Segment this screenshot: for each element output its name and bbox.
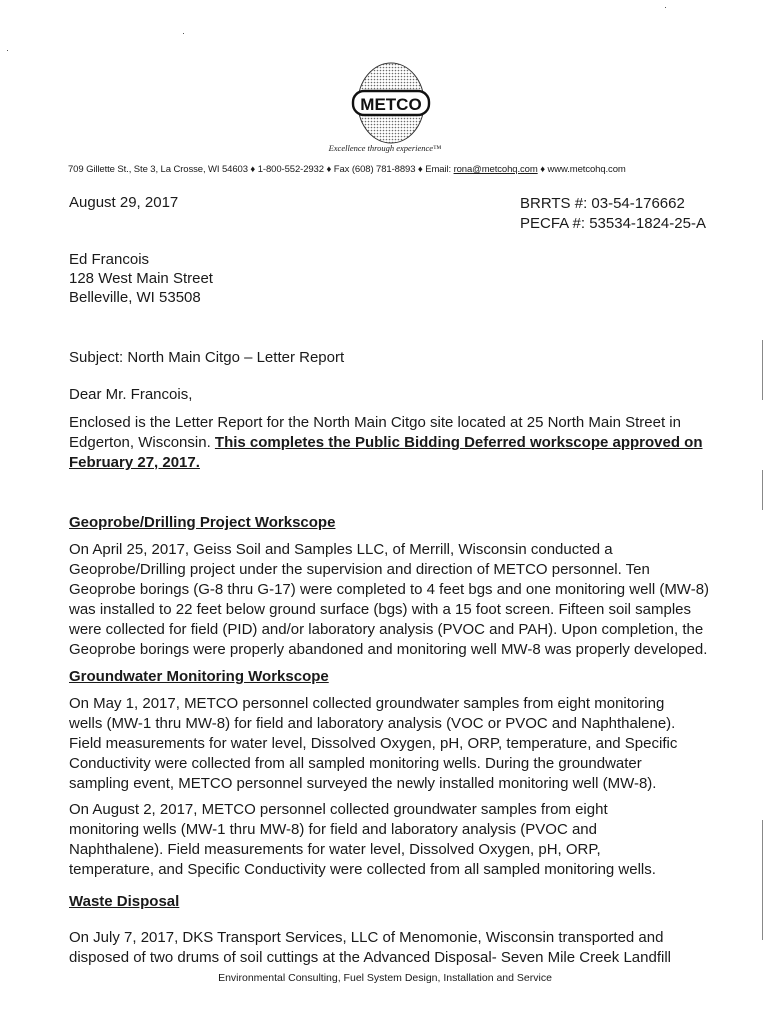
scan-edge-mark: [762, 820, 763, 940]
letterhead-address: [68, 164, 718, 175]
reference-numbers: [520, 194, 706, 234]
paragraph-line: Geoprobe borings were properly abandoned and monitoring well MW-8 was properly developed.: [69, 641, 708, 658]
letter-date: August 29, 2017: [69, 194, 179, 211]
page-footer: Environmental Consulting, Fuel System Design, Installation and Service: [218, 972, 552, 984]
scan-edge-mark: [762, 340, 763, 400]
intro-emphasis: This completes the Public Bidding Deferred workscope approved on: [214, 434, 703, 451]
recipient-address: [69, 250, 213, 307]
paragraph-line: On May 1, 2017, METCO personnel collected groundwater samples from eight monitoring: [69, 695, 665, 712]
salutation: Dear Mr. Francois,: [69, 386, 193, 403]
paragraph-line: Geoprobe borings (G-8 thru G-17) were completed to 4 feet bgs and one monitoring well (MW-8): [69, 581, 710, 598]
intro-emphasis-date: February 27, 2017.: [69, 454, 200, 471]
groundwater-paragraph-2: [69, 800, 719, 880]
paragraph-line: On July 7, 2017, DKS Transport Services, LLC of Menomonie, Wisconsin transported and: [69, 929, 664, 946]
paragraph-line: Field measurements for water level, Dissolved Oxygen, pH, ORP, temperature, and Specific: [69, 735, 678, 752]
pecfa-number: PECFA #: 53534-1824-25-A: [520, 215, 706, 232]
intro-line: Enclosed is the Letter Report for the North Main Citgo site located at 25 North Main Street in: [69, 414, 681, 431]
geoprobe-heading: Geoprobe/Drilling Project Workscope: [69, 514, 336, 531]
address-suffix: ♦ www.metcohq.com: [537, 164, 626, 175]
paragraph-line: On April 25, 2017, Geiss Soil and Samples LLC, of Merrill, Wisconsin conducted a: [69, 541, 613, 558]
geoprobe-paragraph: [69, 540, 719, 660]
intro-plain: Edgerton, Wisconsin.: [69, 434, 215, 451]
metco-logo: [343, 60, 439, 146]
logo-text: METCO: [360, 95, 422, 114]
groundwater-heading: Groundwater Monitoring Workscope: [69, 668, 329, 685]
scan-speck: [7, 50, 8, 51]
brrts-number: BRRTS #: 03-54-176662: [520, 195, 685, 212]
recipient-name: Ed Francois: [69, 251, 150, 268]
email-link[interactable]: rona@metcohq.com: [453, 164, 538, 175]
paragraph-line: monitoring wells (MW-1 thru MW-8) for field and laboratory analysis (PVOC and: [69, 821, 597, 838]
paragraph-line: Conductivity were collected from all sampled monitoring wells. During the groundwater: [69, 755, 642, 772]
waste-heading: Waste Disposal: [69, 893, 180, 910]
groundwater-paragraph-1: [69, 694, 719, 794]
paragraph-line: temperature, and Specific Conductivity were collected from all sampled monitoring wells.: [69, 861, 656, 878]
paragraph-line: wells (MW-1 thru MW-8) for field and laboratory analysis (VOC or PVOC and Naphthalene).: [69, 715, 676, 732]
paragraph-line: was installed to 22 feet below ground surface (bgs) with a 15 foot screen. Fifteen soil samples: [69, 601, 691, 618]
waste-paragraph: [69, 928, 719, 968]
paragraph-line: Geoprobe/Drilling project under the supervision and direction of METCO personnel. Ten: [69, 561, 650, 578]
scan-speck: [183, 33, 184, 34]
paragraph-line: Naphthalene). Field measurements for water level, Dissolved Oxygen, pH, ORP,: [69, 841, 601, 858]
subject-line: Subject: North Main Citgo – Letter Report: [69, 349, 345, 366]
paragraph-line: were collected for field (PID) and/or laboratory analysis (PVOC and PAH). Upon completion, the: [69, 621, 704, 638]
paragraph-line: disposed of two drums of soil cuttings at the Advanced Disposal- Seven Mile Creek Landfill: [69, 949, 671, 966]
recipient-city: Belleville, WI 53508: [69, 289, 201, 306]
intro-paragraph: [69, 413, 719, 473]
scan-speck: [665, 7, 666, 8]
intro-line: [69, 433, 719, 453]
recipient-street: 128 West Main Street: [69, 270, 213, 287]
tagline: Excellence through experience™: [328, 143, 442, 153]
scan-edge-mark: [762, 470, 763, 510]
paragraph-line: sampling event, METCO personnel surveyed the newly installed monitoring well (MW-8).: [69, 775, 657, 792]
paragraph-line: On August 2, 2017, METCO personnel collected groundwater samples from eight: [69, 801, 608, 818]
address-prefix: 709 Gillette St., Ste 3, La Crosse, WI 54603 ♦ 1-800-552-2932 ♦ Fax (608) 781-8893 ♦ Email:: [68, 164, 454, 175]
